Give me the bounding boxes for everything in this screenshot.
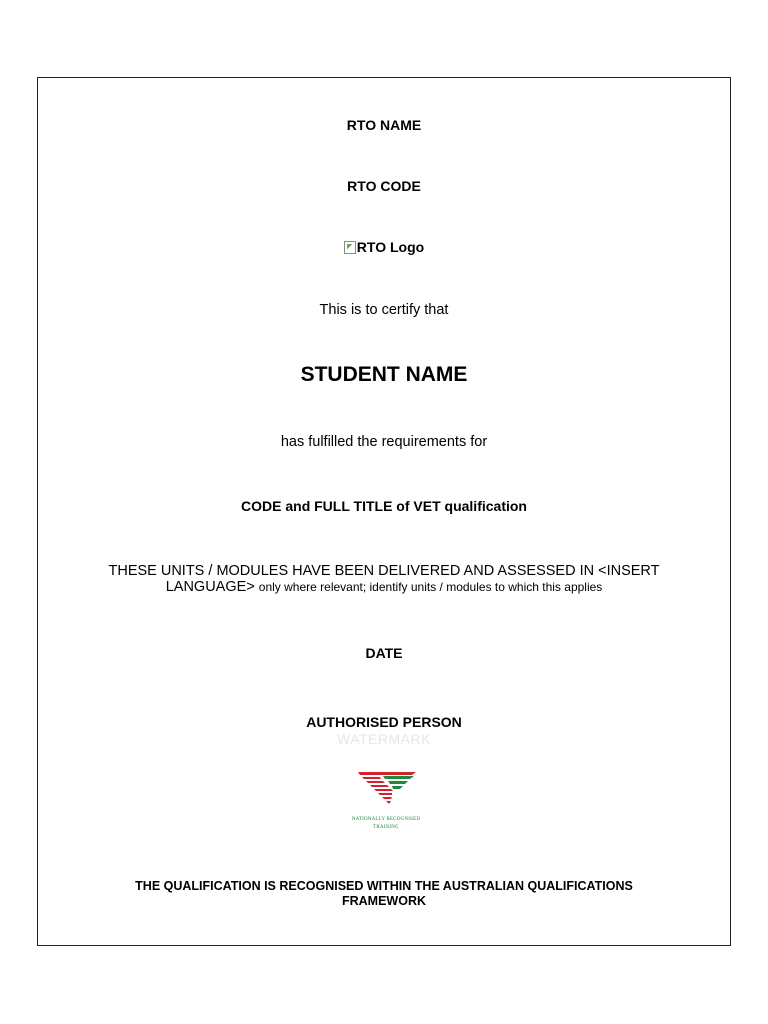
units-statement-line1: THESE UNITS / MODULES HAVE BEEN DELIVERED AND ASSESSED IN <INSERT [108, 563, 660, 579]
date: DATE [365, 645, 403, 661]
recognition-footer [38, 879, 730, 909]
authorised-person: AUTHORISED PERSON [306, 714, 462, 730]
student-name: STUDENT NAME [300, 363, 468, 386]
rto-code: RTO CODE [347, 178, 421, 194]
footer-line1: THE QUALIFICATION IS RECOGNISED WITHIN THE AUSTRALIAN QUALIFICATIONS [135, 879, 633, 893]
rto-logo-alt-text: RTO Logo [356, 239, 425, 255]
nationally-recognised-training-logo [336, 772, 436, 838]
watermark: WATERMARK [337, 731, 431, 747]
nrt-logo-line1: NATIONALLY RECOGNISED [351, 817, 421, 822]
broken-image-icon [344, 241, 356, 254]
nrt-logo-line2: TRAINING [373, 825, 399, 830]
certify-text: This is to certify that [319, 302, 449, 318]
units-statement [38, 563, 730, 595]
rto-logo [38, 239, 730, 255]
rto-name: RTO NAME [346, 117, 422, 133]
units-statement-line2 [38, 579, 730, 595]
certificate-frame [37, 77, 731, 946]
units-note: only where relevant; identify units / modules to which this applies [258, 580, 603, 594]
footer-line2: FRAMEWORK [341, 894, 426, 908]
units-language-placeholder: LANGUAGE> [165, 579, 255, 595]
qualification-title: CODE and FULL TITLE of VET qualification [241, 498, 527, 514]
fulfilled-text: has fulfilled the requirements for [280, 434, 488, 450]
